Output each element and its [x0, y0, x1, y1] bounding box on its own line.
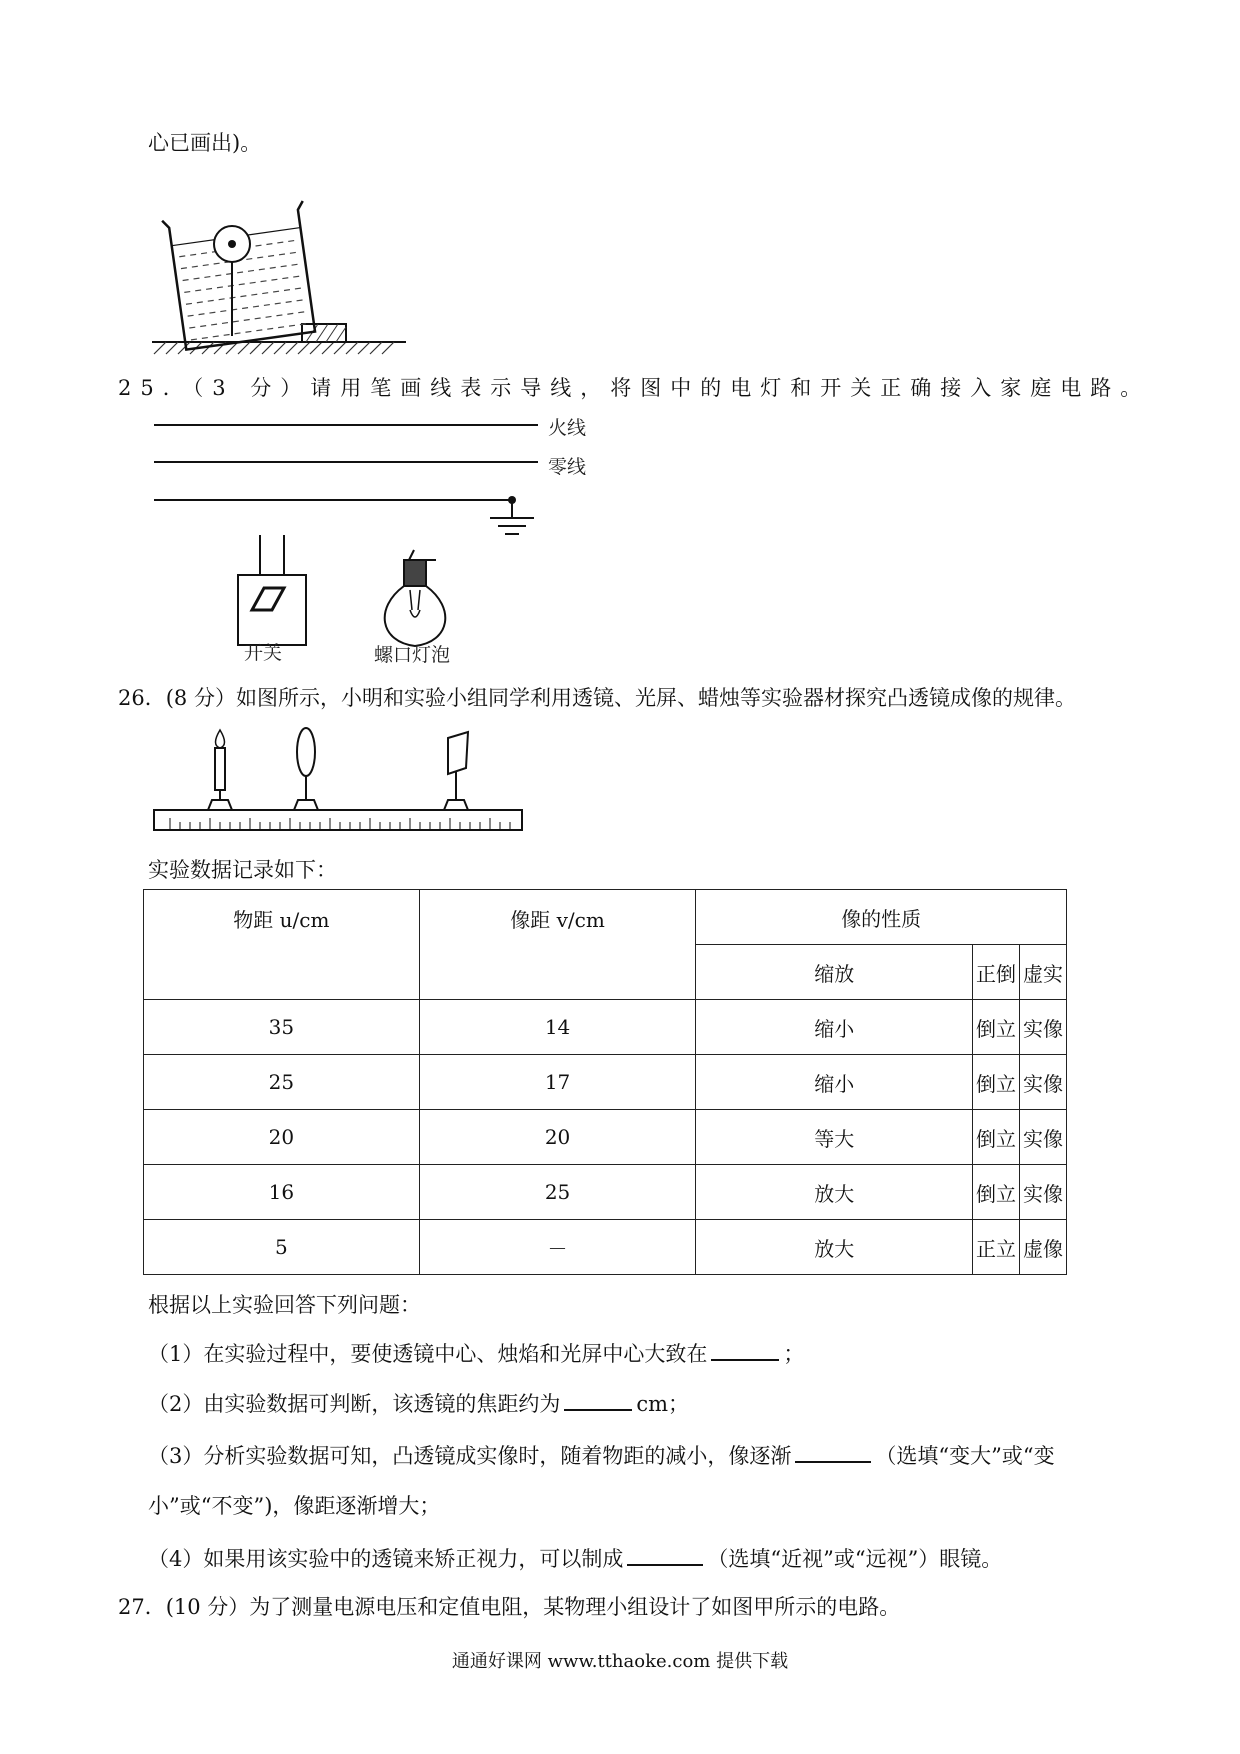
table-row	[144, 1110, 1067, 1165]
cell-real-virtual: 实像	[1020, 1055, 1067, 1110]
circuit-figure	[150, 410, 580, 670]
answer-blank[interactable]	[711, 1341, 779, 1361]
cell-scale: 缩小	[696, 1000, 973, 1055]
beaker-figure	[148, 196, 418, 356]
sub-question-1	[148, 1339, 804, 1369]
sub-question-3-options: （选填“变大”或“变	[875, 1444, 1055, 1468]
sub-question-4-options: （选填“近视”或“远视”）眼镜。	[707, 1547, 1003, 1571]
sub-question-4-text: （4）如果用该实验中的透镜来矫正视力，可以制成	[148, 1547, 624, 1571]
cell-u: 35	[144, 1000, 420, 1055]
bulb-label: 螺口灯泡	[374, 644, 451, 666]
cell-v: －	[419, 1220, 696, 1275]
sub-question-2-end: cm；	[636, 1392, 690, 1416]
header-image-nature: 像的性质	[696, 890, 1067, 945]
sub-question-3	[148, 1441, 1055, 1471]
cell-scale: 放大	[696, 1165, 973, 1220]
cell-u: 5	[144, 1220, 420, 1275]
q24-tail-text: 心已画出)。	[148, 131, 262, 155]
cell-u: 20	[144, 1110, 420, 1165]
experiment-data-table	[143, 889, 1067, 1275]
cell-v: 20	[419, 1110, 696, 1165]
cell-orientation: 正立	[973, 1220, 1020, 1275]
cell-real-virtual: 实像	[1020, 1110, 1067, 1165]
live-wire-label: 火线	[548, 417, 587, 439]
table-row	[144, 1000, 1067, 1055]
cell-u: 25	[144, 1055, 420, 1110]
q25-text: 25．（3 分）请用笔画线表示导线，将图中的电灯和开关正确接入家庭电路。	[118, 376, 1151, 400]
cell-real-virtual: 实像	[1020, 1000, 1067, 1055]
header-real-virtual: 虚实	[1020, 945, 1067, 1000]
sub-question-1-text: （1）在实验过程中，要使透镜中心、烛焰和光屏中心大致在	[148, 1342, 708, 1366]
cell-real-virtual: 实像	[1020, 1165, 1067, 1220]
answer-blank[interactable]	[795, 1443, 871, 1463]
switch-label: 开关	[244, 642, 283, 664]
optical-bench-figure	[150, 724, 530, 836]
record-intro: 实验数据记录如下：	[148, 858, 337, 882]
cell-orientation: 倒立	[973, 1000, 1020, 1055]
neutral-wire-label: 零线	[548, 456, 587, 478]
cell-orientation: 倒立	[973, 1165, 1020, 1220]
sub-question-3-text: （3）分析实验数据可知，凸透镜成实像时，随着物距的减小，像逐渐	[148, 1444, 792, 1468]
table-row	[144, 1055, 1067, 1110]
page-footer: 通通好课网 www.tthaoke.com 提供下载	[451, 1651, 789, 1672]
answer-blank[interactable]	[627, 1546, 703, 1566]
sub-question-2	[148, 1389, 689, 1419]
cell-orientation: 倒立	[973, 1055, 1020, 1110]
header-scale: 缩放	[696, 945, 973, 1000]
sub-question-1-end: ；	[783, 1342, 805, 1366]
table-row	[144, 1165, 1067, 1220]
table-row	[144, 1220, 1067, 1275]
answer-blank[interactable]	[564, 1391, 632, 1411]
answer-intro: 根据以上实验回答下列问题：	[148, 1293, 421, 1317]
header-orientation: 正倒	[973, 945, 1020, 1000]
sub-question-3-continued: 小”或“不变”)，像距逐渐增大；	[148, 1494, 441, 1518]
cell-scale: 缩小	[696, 1055, 973, 1110]
header-image-distance: 像距 v/cm	[419, 890, 696, 1000]
q26-text: 26．(8 分）如图所示，小明和实验小组同学利用透镜、光屏、蜡烛等实验器材探究凸透镜成像的规律。	[118, 686, 1076, 710]
cell-scale: 等大	[696, 1110, 973, 1165]
header-object-distance: 物距 u/cm	[144, 890, 420, 1000]
cell-real-virtual: 虚像	[1020, 1220, 1067, 1275]
cell-v: 17	[419, 1055, 696, 1110]
cell-u: 16	[144, 1165, 420, 1220]
cell-v: 14	[419, 1000, 696, 1055]
cell-scale: 放大	[696, 1220, 973, 1275]
cell-v: 25	[419, 1165, 696, 1220]
cell-orientation: 倒立	[973, 1110, 1020, 1165]
q27-text: 27．(10 分）为了测量电源电压和定值电阻，某物理小组设计了如图甲所示的电路。	[118, 1595, 901, 1619]
sub-question-4	[148, 1544, 1002, 1574]
sub-question-2-text: （2）由实验数据可判断，该透镜的焦距约为	[148, 1392, 561, 1416]
